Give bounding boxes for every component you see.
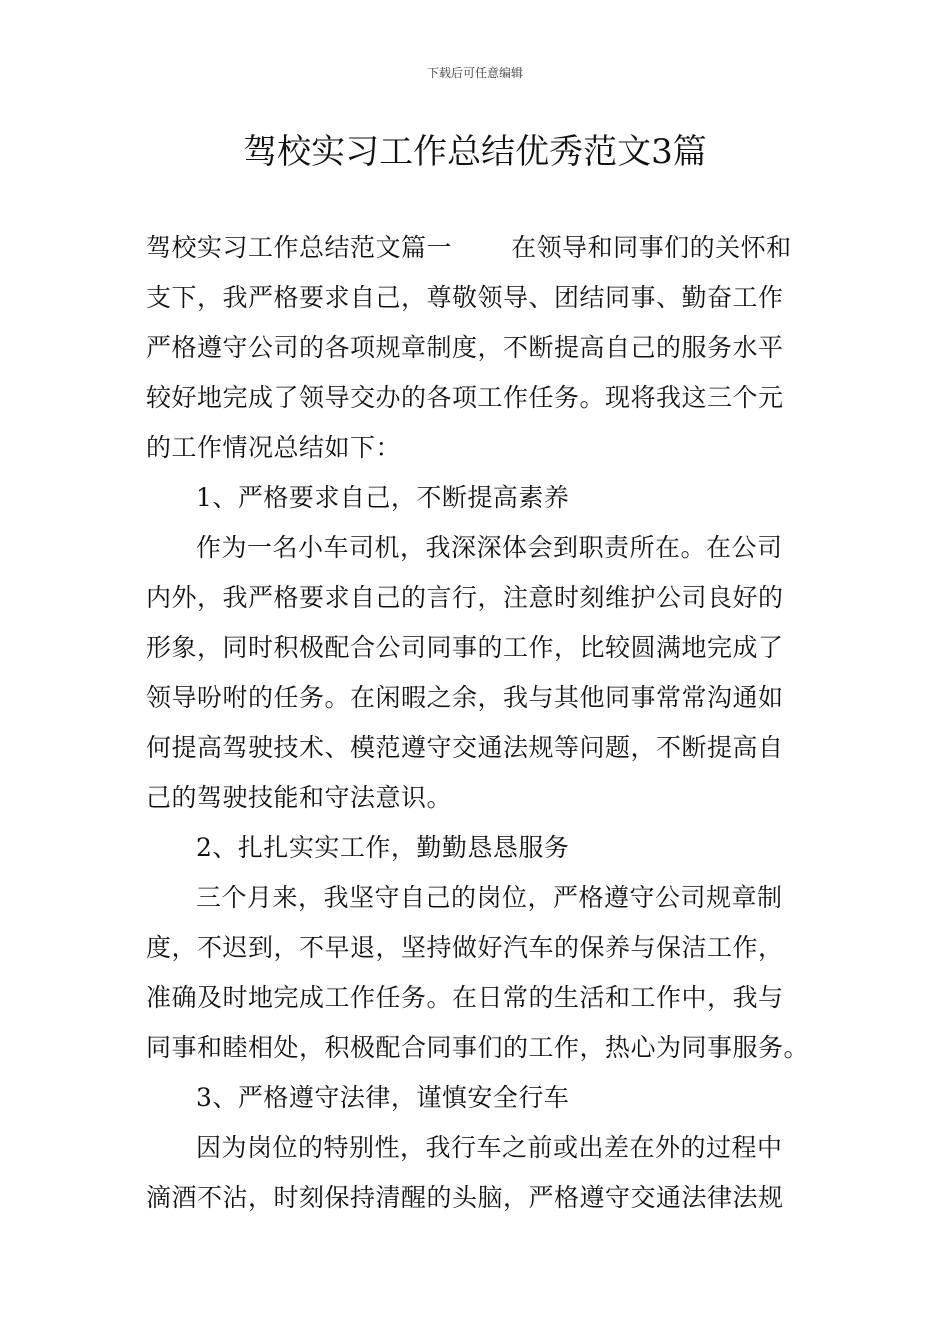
text-line: 何提高驾驶技术、模范遵守交通法规等问题，不断提高自 (146, 733, 784, 762)
text-line: 严格遵守公司的各项规章制度，不断提高自己的服务水平 (146, 333, 784, 362)
text-line: 驾校实习工作总结范文篇一 在领导和同事们的关怀和 (146, 233, 792, 262)
text-line: 支下，我严格要求自己，尊敬领导、团结同事、勤奋工作 (146, 283, 784, 312)
text-line: 领导吩咐的任务。在闲暇之余，我与其他同事常常沟通如 (146, 683, 784, 712)
text-line: 作为一名小车司机，我深深体会到职责所在。在公司 (196, 533, 783, 562)
text-line: 同事和睦相处，积极配合同事们的工作，热心为同事服务。 (146, 1033, 810, 1062)
text-line: 1、严格要求自己，不断提高素养 (196, 483, 570, 512)
text-line: 2、扎扎实实工作，勤勤恳恳服务 (196, 833, 570, 862)
header-note: 下载后可任意编辑 (426, 66, 523, 80)
text-line: 准确及时地完成工作任务。在日常的生活和工作中，我与 (146, 983, 784, 1012)
text-line: 三个月来，我坚守自己的岗位，严格遵守公司规章制 (196, 883, 783, 912)
text-line: 因为岗位的特别性，我行车之前或出差在外的过程中 (196, 1133, 783, 1162)
text-line: 3、严格遵守法律，谨慎安全行车 (196, 1083, 570, 1112)
document-body (146, 228, 810, 1228)
text-line: 内外，我严格要求自己的言行，注意时刻维护公司良好的 (146, 583, 784, 612)
document-title: 驾校实习工作总结优秀范文3篇 (243, 132, 707, 172)
text-line: 度，不迟到，不早退，坚持做好汽车的保养与保洁工作， (146, 933, 784, 962)
text-line: 形象，同时积极配合公司同事的工作，比较圆满地完成了 (146, 633, 784, 662)
text-line: 己的驾驶技能和守法意识。 (146, 783, 453, 812)
text-line: 较好地完成了领导交办的各项工作任务。现将我这三个元 (146, 383, 784, 412)
text-line: 的工作情况总结如下： (146, 433, 402, 462)
text-line: 滴酒不沾，时刻保持清醒的头脑，严格遵守交通法律法规 (146, 1183, 784, 1212)
